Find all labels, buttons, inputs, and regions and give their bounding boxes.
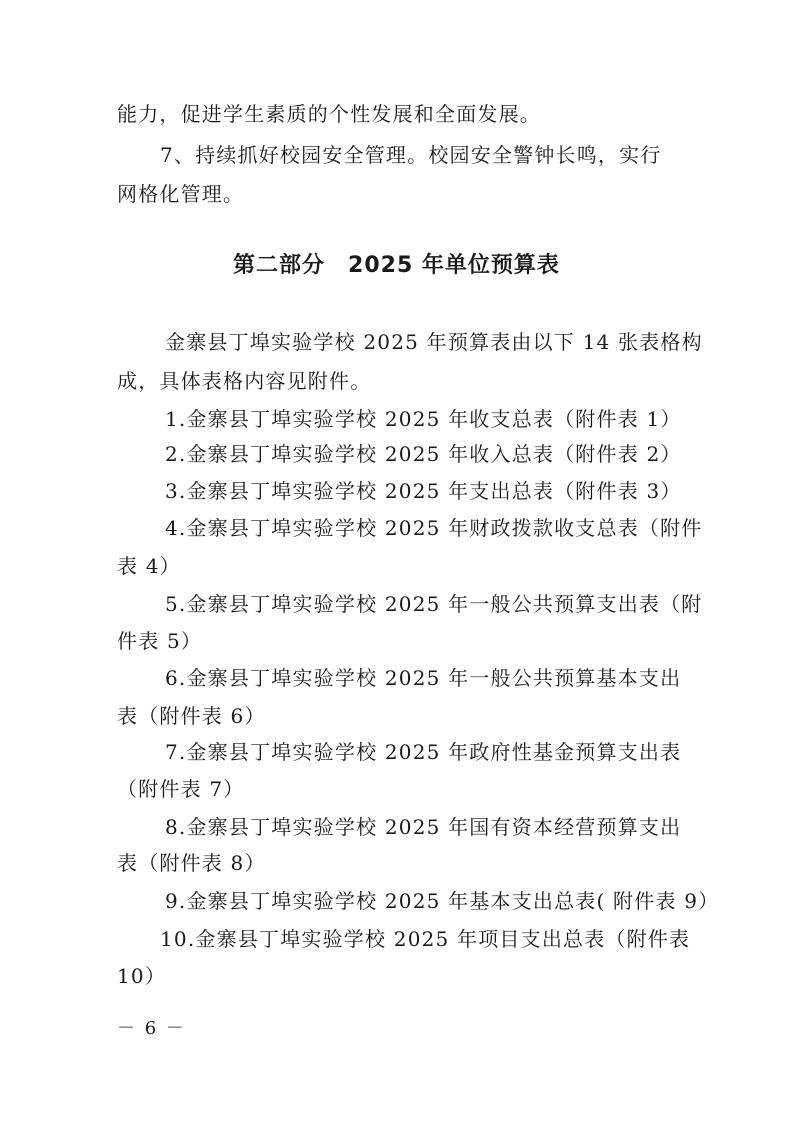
list-item: 2.金寨县丁埠实验学校 2025 年收入总表（附件表 2） [165, 442, 682, 466]
page-number: － 6 － [117, 1018, 186, 1039]
list-item: 7.金寨县丁埠实验学校 2025 年政府性基金预算支出表 [165, 740, 682, 764]
list-item: 1.金寨县丁埠实验学校 2025 年收支总表（附件表 1） [165, 407, 682, 431]
paragraph-line: 能力，促进学生素质的个性发展和全面发展。 [117, 102, 541, 126]
list-item: 4.金寨县丁埠实验学校 2025 年财政拨款收支总表（附件 [165, 516, 703, 540]
paragraph-line: 网格化管理。 [117, 182, 245, 206]
list-item: 5.金寨县丁埠实验学校 2025 年一般公共预算支出表（附 [165, 592, 703, 616]
list-item-continuation: 10） [117, 964, 167, 988]
list-item-continuation: 表（附件表 6） [117, 704, 266, 728]
list-item: 3.金寨县丁埠实验学校 2025 年支出总表（附件表 3） [165, 479, 682, 503]
list-item: 10.金寨县丁埠实验学校 2025 年项目支出总表（附件表 [160, 927, 691, 951]
list-item: 6.金寨县丁埠实验学校 2025 年一般公共预算基本支出 [165, 666, 682, 690]
intro-line: 成，具体表格内容见附件。 [117, 369, 372, 393]
list-item: 8.金寨县丁埠实验学校 2025 年国有资本经营预算支出 [165, 815, 682, 839]
intro-line: 金寨县丁埠实验学校 2025 年预算表由以下 14 张表格构 [165, 330, 703, 354]
list-item-continuation: 表（附件表 8） [117, 851, 266, 875]
list-item-continuation: （附件表 7） [117, 777, 245, 801]
list-item-continuation: 表 4） [117, 554, 181, 578]
list-item: 9.金寨县丁埠实验学校 2025 年基本支出总表( 附件表 9） [165, 889, 720, 913]
paragraph-line: 7、持续抓好校园安全管理。校园安全警钟长鸣，实行 [160, 143, 662, 167]
section-heading: 第二部分 2025 年单位预算表 [233, 253, 560, 278]
list-item-continuation: 件表 5） [117, 629, 203, 653]
